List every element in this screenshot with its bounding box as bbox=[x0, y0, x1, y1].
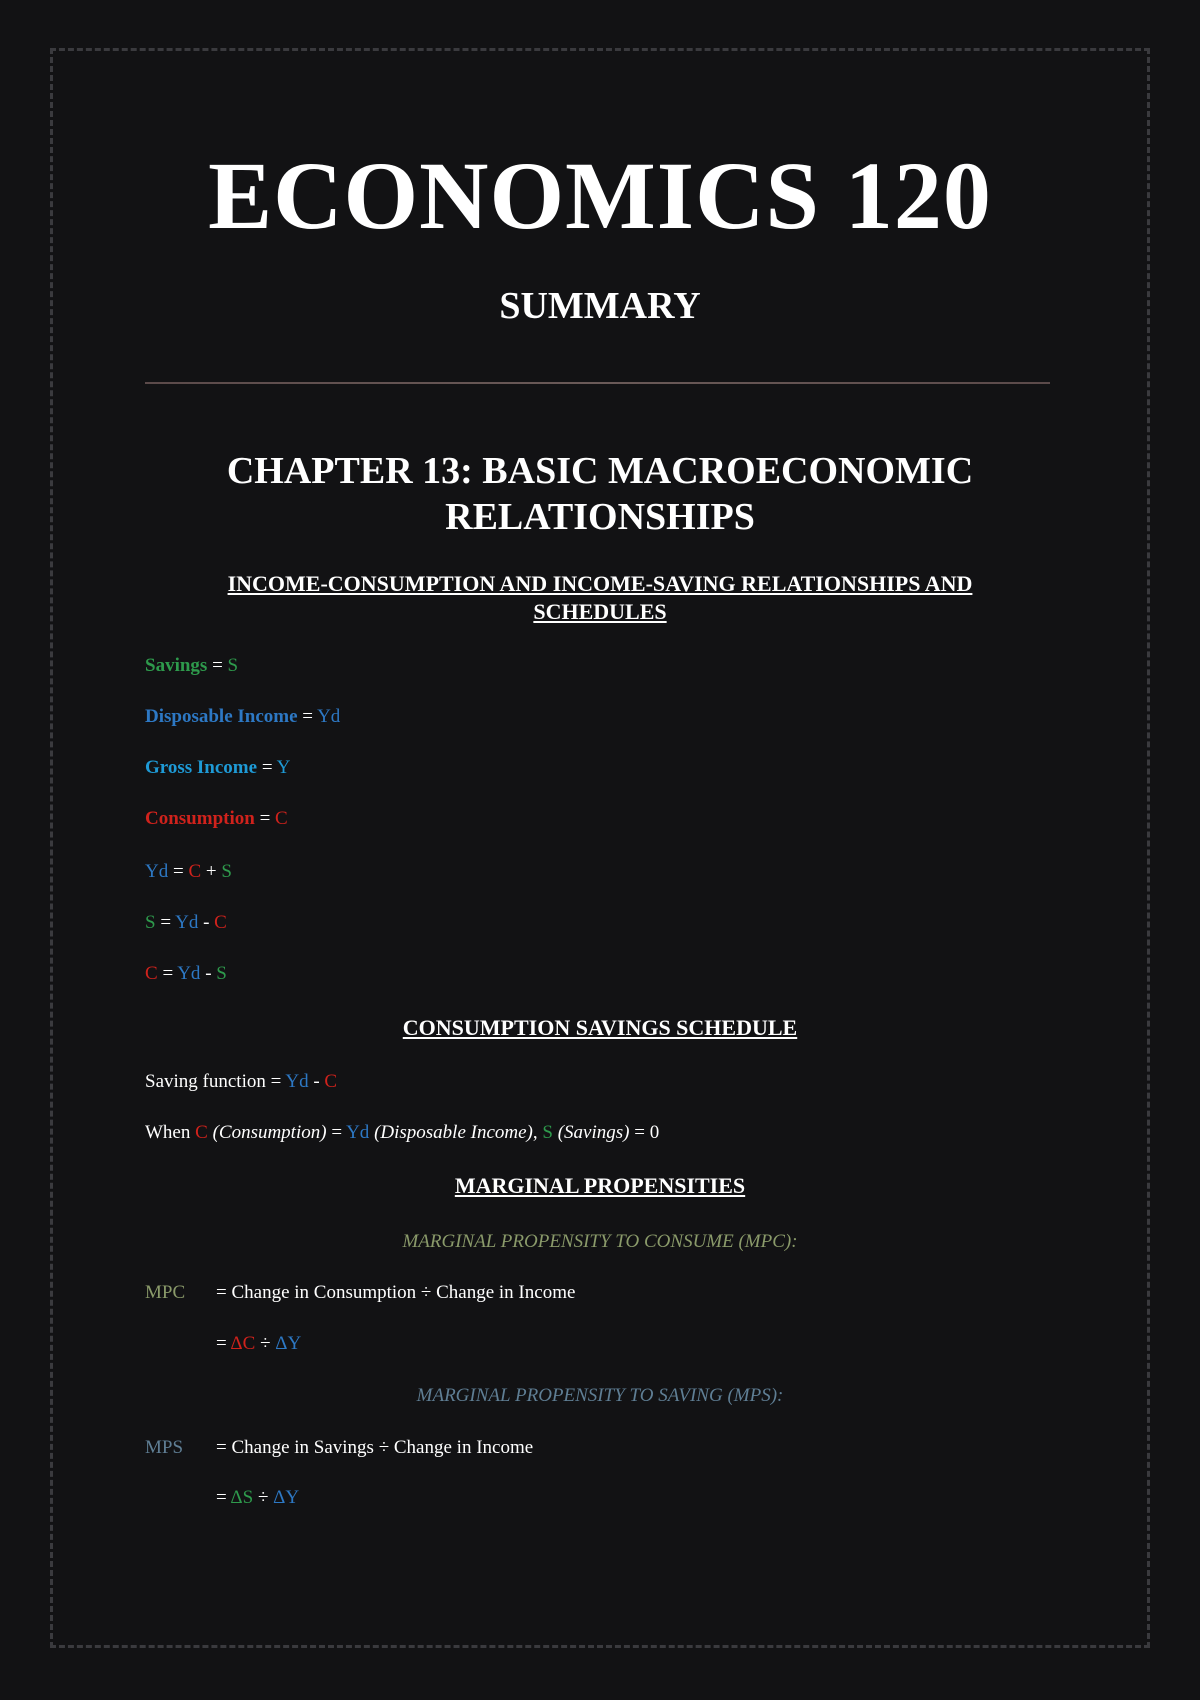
mpc-label: MPC bbox=[145, 1282, 186, 1303]
text: , bbox=[532, 1122, 543, 1143]
symbol: Yd bbox=[317, 706, 341, 727]
definition-consumption bbox=[145, 807, 288, 831]
mps-label: MPS bbox=[145, 1437, 184, 1458]
document-title: ECONOMICS 120 bbox=[208, 142, 992, 249]
term: Disposable Income bbox=[145, 706, 298, 727]
section-heading-line1: INCOME-CONSUMPTION AND INCOME-SAVING RELATIONSHIPS AND bbox=[227, 571, 973, 596]
equation-yd bbox=[145, 860, 232, 884]
eq-term: S bbox=[216, 963, 227, 984]
term: Savings bbox=[145, 655, 208, 676]
equals: = bbox=[254, 808, 276, 829]
text: = 0 bbox=[629, 1122, 660, 1143]
text: (Disposable Income) bbox=[369, 1122, 533, 1143]
eq-term: Yd bbox=[346, 1122, 370, 1143]
section-heading-consumption-savings: CONSUMPTION SAVINGS SCHEDULE bbox=[402, 1015, 798, 1040]
eq-op: + bbox=[201, 861, 222, 882]
eq-term: C bbox=[324, 1071, 338, 1092]
eq-term: ΔY bbox=[273, 1487, 300, 1508]
term: Consumption bbox=[145, 808, 255, 829]
definition-disposable-income bbox=[145, 705, 340, 729]
eq-term: Yd bbox=[145, 861, 169, 882]
label: Saving function = bbox=[145, 1071, 286, 1092]
chapter-title-line2: RELATIONSHIPS bbox=[445, 496, 755, 538]
equation-c bbox=[145, 962, 227, 986]
eq-term: S bbox=[221, 861, 232, 882]
mpc-heading: MARGINAL PROPENSITY TO CONSUME (MPC): bbox=[402, 1231, 798, 1252]
eq-term: C bbox=[214, 912, 227, 933]
eq-op: - bbox=[198, 912, 215, 933]
divider bbox=[145, 382, 1050, 384]
eq-term: Yd bbox=[175, 912, 199, 933]
term: Gross Income bbox=[145, 757, 258, 778]
eq-term: ΔY bbox=[275, 1333, 302, 1354]
chapter-title bbox=[0, 448, 1200, 540]
eq-op: = bbox=[155, 912, 176, 933]
eq-term: Yd bbox=[177, 963, 201, 984]
eq-op: = bbox=[157, 963, 178, 984]
when-statement bbox=[145, 1121, 659, 1145]
eq-op: = bbox=[168, 861, 189, 882]
mps-heading: MARGINAL PROPENSITY TO SAVING (MPS): bbox=[416, 1385, 784, 1406]
eq-op: ÷ bbox=[253, 1487, 274, 1508]
definition-gross-income bbox=[145, 756, 290, 780]
eq-op: ÷ bbox=[255, 1333, 276, 1354]
mpc-definition: = Change in Consumption ÷ Change in Income bbox=[216, 1282, 576, 1303]
eq-term: S bbox=[145, 912, 156, 933]
equals: = bbox=[257, 757, 277, 778]
chapter-title-line1: CHAPTER 13: BASIC MACROECONOMIC bbox=[226, 450, 974, 492]
eq-op: = bbox=[216, 1333, 231, 1354]
eq-op: - bbox=[200, 963, 217, 984]
eq-term: C bbox=[195, 1122, 208, 1143]
section-heading-income-consumption bbox=[0, 570, 1200, 626]
eq-term: S bbox=[542, 1122, 553, 1143]
eq-term: ΔC bbox=[230, 1333, 256, 1354]
equals: = bbox=[207, 655, 228, 676]
definition-savings bbox=[145, 654, 238, 678]
text: (Consumption) bbox=[207, 1122, 327, 1143]
eq-term: C bbox=[188, 861, 202, 882]
symbol: Y bbox=[276, 757, 291, 778]
document-subtitle: SUMMARY bbox=[499, 285, 701, 327]
section-heading-line2: SCHEDULES bbox=[533, 599, 667, 624]
eq-op: = bbox=[216, 1487, 231, 1508]
eq-term: ΔS bbox=[230, 1487, 254, 1508]
symbol: C bbox=[275, 808, 288, 829]
eq-term: C bbox=[145, 963, 158, 984]
text: (Savings) bbox=[552, 1122, 630, 1143]
saving-function bbox=[145, 1070, 337, 1094]
equation-s bbox=[145, 911, 227, 935]
mps-definition: = Change in Savings ÷ Change in Income bbox=[216, 1437, 534, 1458]
equals: = bbox=[297, 706, 318, 727]
eq-op: - bbox=[308, 1071, 325, 1092]
mps-formula bbox=[216, 1486, 299, 1510]
section-heading-marginal-propensities: MARGINAL PROPENSITIES bbox=[454, 1173, 746, 1198]
eq-term: Yd bbox=[285, 1071, 309, 1092]
text: When bbox=[145, 1122, 196, 1143]
symbol: S bbox=[227, 655, 239, 676]
eq-op: = bbox=[326, 1122, 347, 1143]
mpc-formula bbox=[216, 1332, 301, 1356]
